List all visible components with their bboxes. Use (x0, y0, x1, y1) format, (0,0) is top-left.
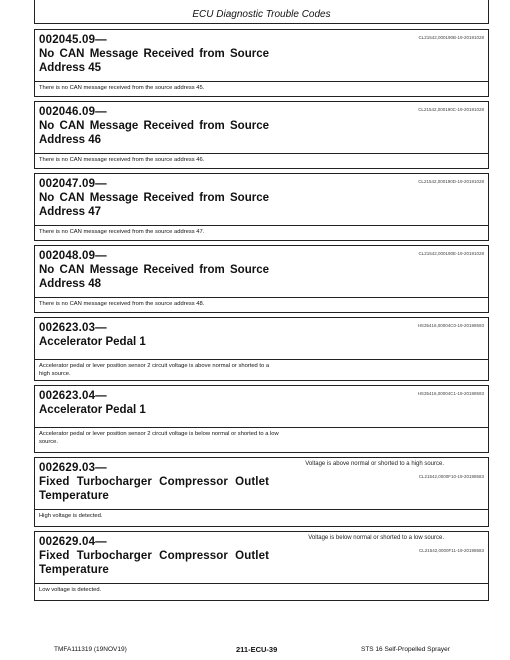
page-number: 211-ECU-39 (236, 645, 278, 654)
divider (35, 427, 488, 428)
dtc-description: There is no CAN message received from the source address 45. (39, 85, 205, 91)
dtc-title: No CAN Message Received from Source Address 45 (39, 48, 269, 74)
divider (35, 81, 488, 82)
dtc-reference-id: CL21542,000190E-19-20191028 (418, 251, 484, 256)
divider (35, 225, 488, 226)
dtc-summary: Voltage is below normal or shorted to a low source. (308, 535, 444, 541)
dtc-reference-id: CL21542,000190D-19-20191028 (418, 179, 484, 184)
dtc-title: Fixed Turbocharger Compressor Outlet Temperature (39, 476, 269, 502)
dtc-list (34, 25, 489, 601)
divider (35, 359, 488, 360)
page-title: ECU Diagnostic Trouble Codes (192, 9, 331, 20)
divider (35, 509, 488, 510)
dtc-code: 002048.09— (39, 250, 107, 262)
dtc-reference-id: CL21542,0000F10-19-20198583 (418, 474, 484, 479)
dtc-reference-id: CL21542,000190C-19-20191028 (418, 107, 484, 112)
dtc-title: Fixed Turbocharger Compressor Outlet Temperature (39, 550, 269, 576)
dtc-title: No CAN Message Received from Source Address 48 (39, 264, 269, 290)
dtc-title: No CAN Message Received from Source Address 46 (39, 120, 269, 146)
dtc-reference-id: CL21542,0000F11-19-20198583 (419, 548, 484, 553)
dtc-description: There is no CAN message received from the source address 46. (39, 157, 205, 163)
dtc-description: There is no CAN message received from the source address 47. (39, 229, 205, 235)
dtc-code: 002629.04— (39, 536, 107, 548)
dtc-card (34, 101, 489, 169)
dtc-card (34, 317, 489, 381)
dtc-reference-id: HS35416,00004C1-19-20198593 (417, 391, 484, 396)
dtc-title: Accelerator Pedal 1 (39, 404, 146, 416)
dtc-code: 002046.09— (39, 106, 107, 118)
document-id: TMFA111319 (19NOV19) (54, 646, 127, 653)
dtc-description: Low voltage is detected. (39, 587, 102, 593)
dtc-description: Accelerator pedal or lever position sensor 2 circuit voltage is below normal or shorted to a low source. (39, 431, 279, 445)
dtc-title: Accelerator Pedal 1 (39, 336, 146, 348)
dtc-reference-id: HS35416,00004C0-19-20198593 (417, 323, 484, 328)
divider (35, 297, 488, 298)
dtc-title: No CAN Message Received from Source Address 47 (39, 192, 269, 218)
dtc-description: There is no CAN message received from the source address 48. (39, 301, 205, 307)
dtc-reference-id: CL21542,000190B-19-20191028 (418, 35, 484, 40)
machine-model: STS 16 Self-Propelled Sprayer (361, 646, 450, 653)
dtc-code: 002623.03— (39, 322, 107, 334)
dtc-code: 002629.03— (39, 462, 107, 474)
dtc-code: 002623.04— (39, 390, 107, 402)
dtc-code: 002045.09— (39, 34, 107, 46)
page-header (34, 0, 489, 24)
divider (35, 583, 488, 584)
dtc-description: Accelerator pedal or lever position sensor 2 circuit voltage is above normal or shorted to a high source. (39, 363, 270, 377)
dtc-card (34, 457, 489, 527)
dtc-description: High voltage is detected. (39, 513, 103, 519)
dtc-code: 002047.09— (39, 178, 107, 190)
dtc-card (34, 531, 489, 601)
dtc-summary: Voltage is above normal or shorted to a high source. (305, 461, 444, 467)
dtc-card (34, 29, 489, 97)
page-footer (34, 646, 489, 658)
dtc-card (34, 173, 489, 241)
dtc-card (34, 245, 489, 313)
divider (35, 153, 488, 154)
dtc-card (34, 385, 489, 453)
